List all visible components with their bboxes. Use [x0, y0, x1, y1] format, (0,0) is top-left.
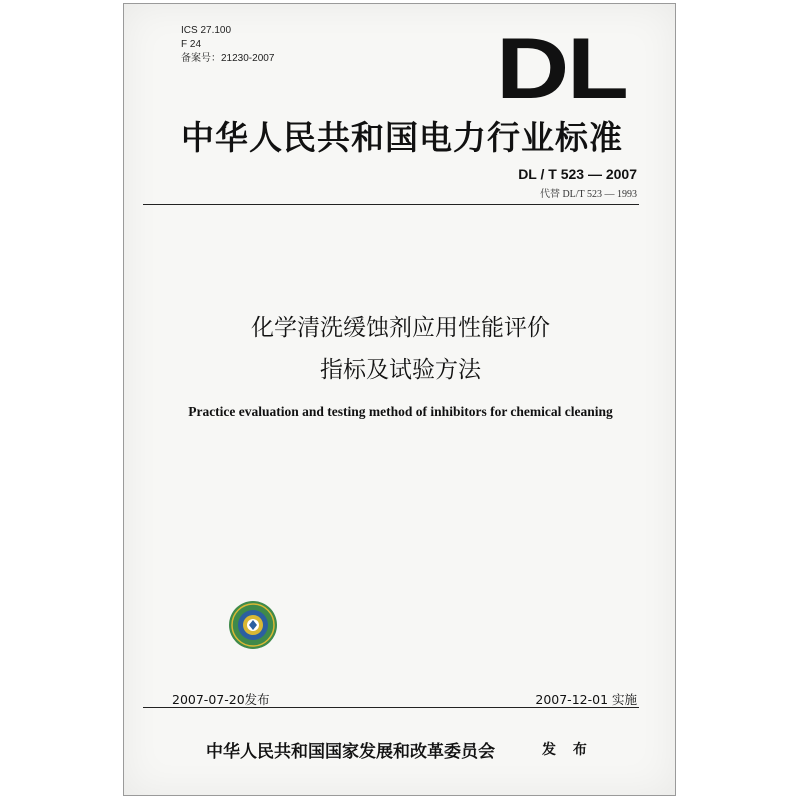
dl-logo: DL	[496, 21, 627, 117]
implementation-date: 2007-12-01 实施	[535, 692, 637, 707]
replaces-standard: 代替 DL/T 523 — 1993	[539, 189, 637, 200]
title-cn-line2: 指标及试验方法	[320, 357, 481, 383]
standard-number-text: DL / T 523 — 2007	[518, 166, 637, 182]
title-cn-line1: 化学清洗缓蚀剂应用性能评价	[251, 315, 550, 341]
bottom-divider	[143, 707, 639, 708]
category-code: F 24	[181, 39, 202, 50]
publisher-name: 中华人民共和国国家发展和改革委员会	[206, 742, 495, 762]
filing-number: 备案号：21230-2007	[181, 53, 275, 64]
ics-code: ICS 27.100	[181, 25, 232, 36]
top-divider	[143, 204, 639, 205]
title-en: Practice evaluation and testing method of inhibitors for chemical cleaning	[188, 404, 613, 419]
issue-date: 2007-07-20发布	[172, 692, 270, 707]
publisher-seal-icon	[227, 599, 279, 651]
standard-cover	[123, 3, 676, 796]
industry-standard-title: 中华人民共和国电力行业标准	[181, 118, 623, 157]
publish-label: 发 布	[542, 742, 593, 758]
standard-number	[518, 166, 637, 182]
classification-block	[181, 24, 274, 66]
